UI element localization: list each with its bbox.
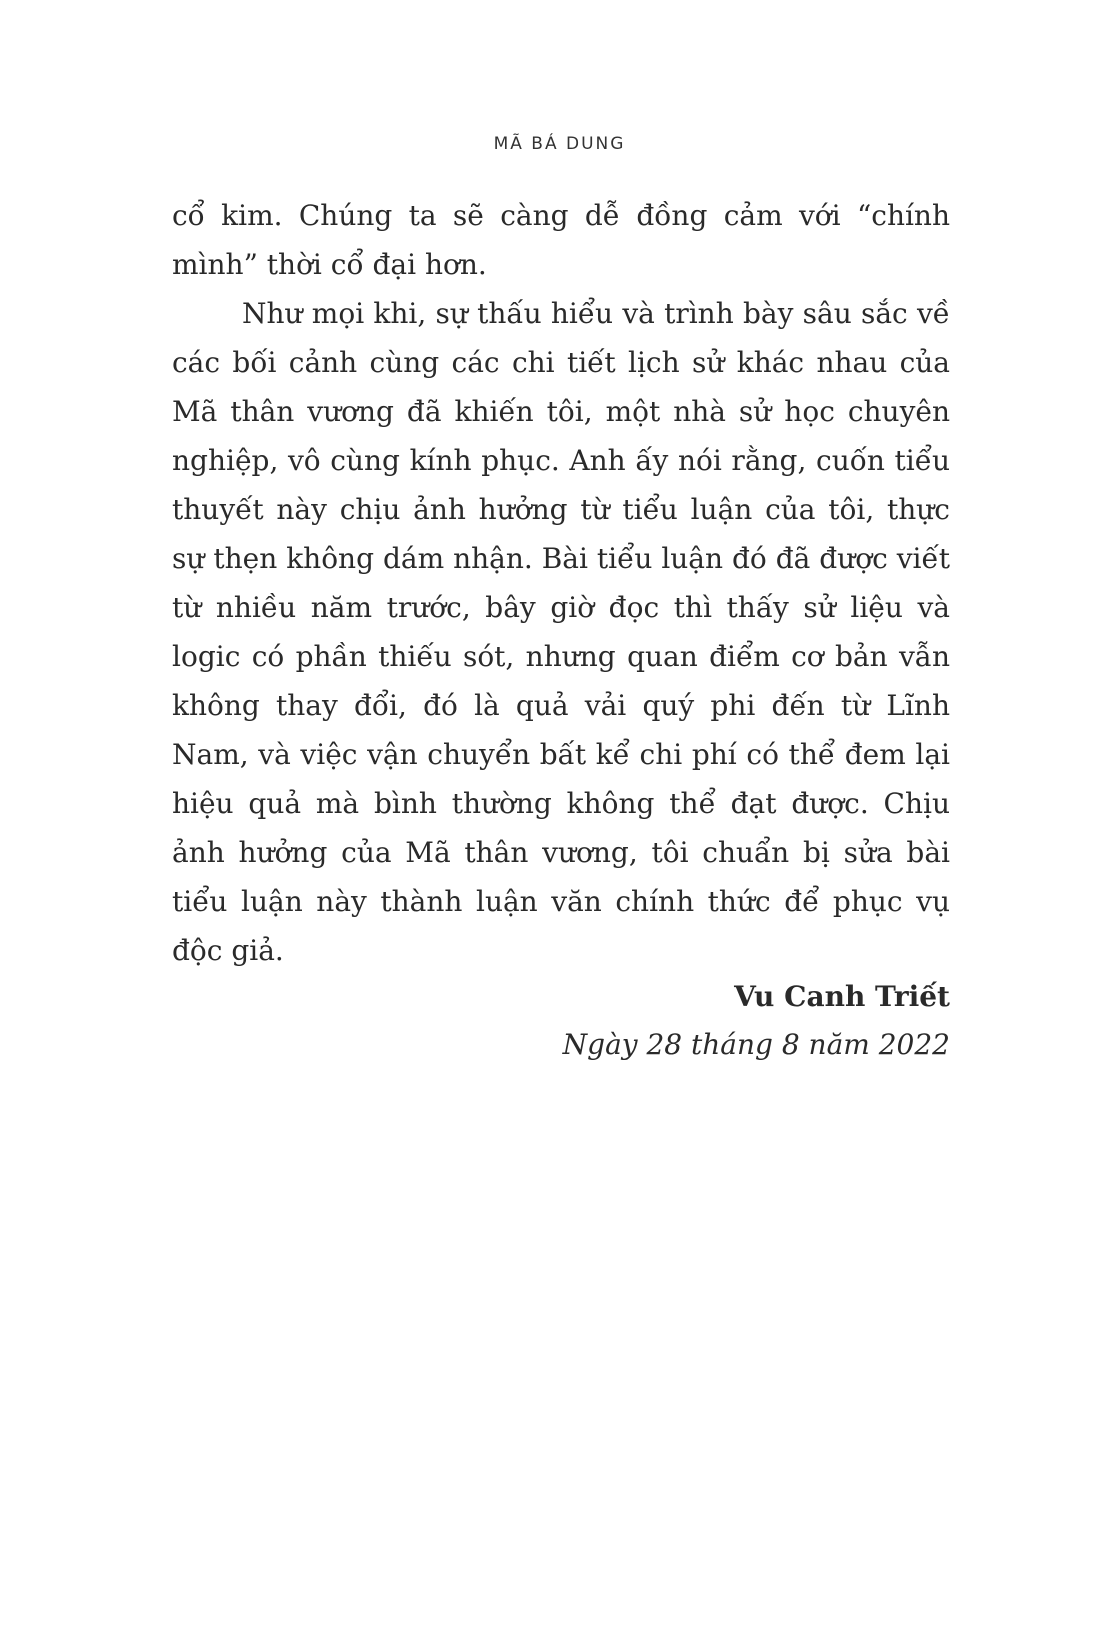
- body-text: [172, 191, 950, 975]
- author-name: Vu Canh Triết: [734, 980, 950, 1013]
- paragraph: Như mọi khi, sự thấu hiểu và trình bày sâu sắc về các bối cảnh cùng các chi tiết lịch sử khác nhau của Mã thân vương đã khiến tôi, một nhà sử học chuyên nghiệp, vô cùng kính phục. Anh ấy nói rằng, cuốn tiểu thuyết này chịu ảnh hưởng từ tiểu luận của tôi, thực sự thẹn không dám nhận. Bài tiểu luận đó đã được viết từ nhiều năm trước, bây giờ đọc thì thấy sử liệu và logic có phần thiếu sót, nhưng quan điểm cơ bản vẫn không thay đổi, đó là quả vải quý phi đến từ Lĩnh Nam, và việc vận chuyển bất kể chi phí có thể đem lại hiệu quả mà bình thường không thể đạt được. Chịu ảnh hưởng của Mã thân vương, tôi chuẩn bị sửa bài tiểu luận này thành luận văn chính thức để phục vụ độc giả.: [172, 297, 950, 967]
- paragraph-continued: cổ kim. Chúng ta sẽ càng dễ đồng cảm với “chính mình” thời cổ đại hơn.: [172, 199, 950, 281]
- signature-block: [563, 973, 950, 1069]
- running-header: MÃ BÁ DUNG: [493, 134, 626, 154]
- signature-date: Ngày 28 tháng 8 năm 2022: [562, 1028, 950, 1061]
